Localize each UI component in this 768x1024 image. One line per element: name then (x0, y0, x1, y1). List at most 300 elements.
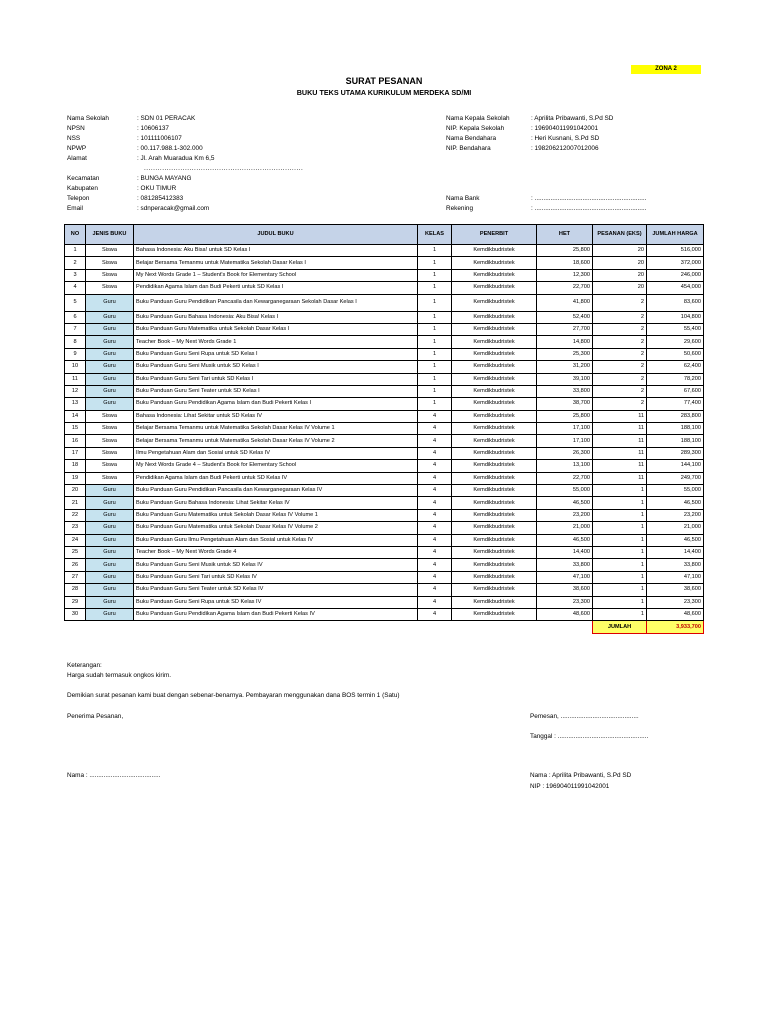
notes-line-2: Demikian surat pesanan kami buat dengan sebenar-benarnya. Pembayaran menggunakan dana BOS termin 1 (Satu) (67, 692, 400, 699)
kelas-cell: 4 (418, 410, 452, 422)
jumlah-cell: 50,600 (647, 348, 704, 360)
table-row (65, 571, 704, 583)
no-cell: 18 (65, 460, 86, 472)
penerbit-cell: Kemdikbudristek (452, 423, 537, 435)
jenis-cell: Guru (86, 596, 134, 608)
het-cell: 47,100 (537, 571, 593, 583)
judul-cell: Buku Panduan Guru Matematika untuk Sekolah Dasar Kelas IV Volume 2 (134, 522, 418, 534)
pesanan-cell: 1 (593, 509, 647, 521)
jenis-cell: Guru (86, 336, 134, 348)
table-row (65, 435, 704, 447)
jumlah-cell: 62,400 (647, 361, 704, 373)
total-row (65, 621, 704, 633)
penerbit-cell: Kemdikbudristek (452, 571, 537, 583)
kelas-cell: 4 (418, 546, 452, 558)
het-cell: 23,300 (537, 596, 593, 608)
pesanan-cell: 1 (593, 596, 647, 608)
kelas-cell: 1 (418, 361, 452, 373)
kepala-label: Nama Kepala Sekolah (446, 115, 510, 122)
no-cell: 29 (65, 596, 86, 608)
table-row (65, 447, 704, 459)
bendahara-label: Nama Bendahara (446, 135, 497, 142)
jumlah-cell: 21,000 (647, 522, 704, 534)
school-info (67, 114, 303, 214)
penerbit-cell: Kemdikbudristek (452, 472, 537, 484)
kecamatan-value: : BUNGA MAYANG (137, 175, 192, 182)
kelas-cell: 4 (418, 522, 452, 534)
penerima-pesanan: Penerima Pesanan, (67, 713, 124, 720)
alamat-label: Alamat (67, 155, 87, 162)
table-row (65, 348, 704, 360)
pesanan-cell: 11 (593, 447, 647, 459)
kelas-cell: 1 (418, 336, 452, 348)
jumlah-cell: 77,400 (647, 398, 704, 410)
jenis-cell: Guru (86, 522, 134, 534)
no-cell: 6 (65, 311, 86, 323)
penerbit-cell: Kemdikbudristek (452, 460, 537, 472)
het-cell: 14,800 (537, 336, 593, 348)
pesanan-cell: 2 (593, 361, 647, 373)
jenis-cell: Guru (86, 497, 134, 509)
no-cell: 10 (65, 361, 86, 373)
kepala-value: : Aprilita Pribawanti, S.Pd SD (531, 115, 614, 122)
pesanan-cell: 2 (593, 348, 647, 360)
het-cell: 31,200 (537, 361, 593, 373)
pesanan-cell: 1 (593, 559, 647, 571)
pesanan-cell: 2 (593, 398, 647, 410)
jenis-cell: Siswa (86, 257, 134, 269)
jumlah-cell: 55,400 (647, 323, 704, 335)
jenis-cell: Guru (86, 509, 134, 521)
no-cell: 14 (65, 410, 86, 422)
table-row (65, 584, 704, 596)
nip-kepala-value: : 196904011991042001 (531, 125, 599, 132)
notes-line-1: Harga sudah termasuk ongkos kirim. (67, 672, 172, 679)
column-header: HET (537, 225, 593, 245)
pesanan-cell: 1 (593, 485, 647, 497)
empty-cell (537, 621, 593, 633)
judul-cell: Teacher Book – My Next Words Grade 4 (134, 546, 418, 558)
no-cell: 23 (65, 522, 86, 534)
npwp-value: : 00.117.988.1-302.000 (137, 145, 203, 152)
total-value: 3,933,700 (647, 621, 704, 633)
penerbit-cell: Kemdikbudristek (452, 336, 537, 348)
alamat-dots: ...................................................................... (144, 165, 304, 172)
jenis-cell: Guru (86, 398, 134, 410)
notes-heading: Keterangan: (67, 662, 102, 669)
nip-bendahara-value: : 198206212007012006 (531, 145, 599, 152)
no-cell: 28 (65, 584, 86, 596)
judul-cell: Buku Panduan Guru Pendidikan Pancasila dan Kewarganegaraan Sekolah Dasar Kelas I (134, 294, 418, 311)
judul-cell: Bahasa Indonesia: Aku Bisa! untuk SD Kelas I (134, 245, 418, 257)
kelas-cell: 1 (418, 282, 452, 294)
penerbit-cell: Kemdikbudristek (452, 485, 537, 497)
het-cell: 25,800 (537, 410, 593, 422)
jumlah-cell: 48,600 (647, 608, 704, 620)
judul-cell: Buku Panduan Guru Seni Rupa untuk SD Kelas IV (134, 596, 418, 608)
pesanan-cell: 1 (593, 571, 647, 583)
judul-cell: Pendidikan Agama Islam dan Budi Pekerti untuk SD Kelas I (134, 282, 418, 294)
table-row (65, 497, 704, 509)
no-cell: 7 (65, 323, 86, 335)
jenis-cell: Guru (86, 385, 134, 397)
total-label: JUMLAH (593, 621, 647, 633)
rekening-label: Rekening (446, 205, 474, 212)
table-row (65, 245, 704, 257)
jenis-cell: Siswa (86, 460, 134, 472)
table-row (65, 546, 704, 558)
het-cell: 25,800 (537, 245, 593, 257)
kelas-cell: 4 (418, 485, 452, 497)
no-cell: 30 (65, 608, 86, 620)
no-cell: 20 (65, 485, 86, 497)
jumlah-cell: 67,600 (647, 385, 704, 397)
kelas-cell: 1 (418, 398, 452, 410)
penerbit-cell: Kemdikbudristek (452, 447, 537, 459)
kelas-cell: 1 (418, 294, 452, 311)
jenis-cell: Guru (86, 323, 134, 335)
het-cell: 38,600 (537, 584, 593, 596)
tanggal-line: Tanggal : ................................................... (530, 733, 649, 740)
pesanan-cell: 11 (593, 472, 647, 484)
kelas-cell: 1 (418, 311, 452, 323)
empty-cell (134, 621, 418, 633)
kelas-cell: 4 (418, 559, 452, 571)
no-cell: 4 (65, 282, 86, 294)
jenis-cell: Siswa (86, 472, 134, 484)
pesanan-cell: 20 (593, 245, 647, 257)
judul-cell: Buku Panduan Guru Seni Tari untuk SD Kelas IV (134, 571, 418, 583)
jumlah-cell: 47,100 (647, 571, 704, 583)
document-subtitle: BUKU TEKS UTAMA KURIKULUM MERDEKA SD/MI (296, 88, 472, 97)
table-row (65, 257, 704, 269)
pesanan-cell: 2 (593, 336, 647, 348)
kelas-cell: 4 (418, 509, 452, 521)
het-cell: 22,700 (537, 282, 593, 294)
kelas-cell: 4 (418, 584, 452, 596)
het-cell: 12,300 (537, 269, 593, 281)
column-header: PESANAN (EKS) (593, 225, 647, 245)
no-cell: 8 (65, 336, 86, 348)
judul-cell: Buku Panduan Guru Matematika untuk Sekolah Dasar Kelas I (134, 323, 418, 335)
judul-cell: Teacher Book – My Next Words Grade 1 (134, 336, 418, 348)
no-cell: 13 (65, 398, 86, 410)
judul-cell: Buku Panduan Guru Bahasa Indonesia: Aku Bisa! Kelas I (134, 311, 418, 323)
penerbit-cell: Kemdikbudristek (452, 546, 537, 558)
no-cell: 11 (65, 373, 86, 385)
kelas-cell: 4 (418, 497, 452, 509)
het-cell: 33,800 (537, 559, 593, 571)
no-cell: 16 (65, 435, 86, 447)
table-row (65, 373, 704, 385)
penerbit-cell: Kemdikbudristek (452, 361, 537, 373)
het-cell: 17,100 (537, 423, 593, 435)
table-row (65, 472, 704, 484)
het-cell: 18,600 (537, 257, 593, 269)
nama-penerima: Nama : ........................................ (67, 772, 161, 779)
penerbit-cell: Kemdikbudristek (452, 534, 537, 546)
jumlah-cell: 454,000 (647, 282, 704, 294)
penerbit-cell: Kemdikbudristek (452, 410, 537, 422)
pesanan-cell: 20 (593, 282, 647, 294)
no-cell: 25 (65, 546, 86, 558)
table-row (65, 269, 704, 281)
nip-bendahara-label: NIP. Bendahara (446, 145, 491, 152)
penerbit-cell: Kemdikbudristek (452, 509, 537, 521)
pesanan-cell: 2 (593, 373, 647, 385)
het-cell: 13,100 (537, 460, 593, 472)
table-row (65, 336, 704, 348)
judul-cell: Buku Panduan Guru Seni Musik untuk SD Kelas I (134, 361, 418, 373)
pesanan-cell: 11 (593, 460, 647, 472)
kelas-cell: 1 (418, 245, 452, 257)
column-header: JUDUL BUKU (134, 225, 418, 245)
jumlah-cell: 188,100 (647, 423, 704, 435)
table-row (65, 385, 704, 397)
table-row (65, 323, 704, 335)
het-cell: 39,100 (537, 373, 593, 385)
kelas-cell: 4 (418, 608, 452, 620)
pesanan-cell: 2 (593, 385, 647, 397)
empty-cell (418, 621, 452, 633)
jumlah-cell: 46,500 (647, 534, 704, 546)
jumlah-cell: 83,600 (647, 294, 704, 311)
empty-cell (86, 621, 134, 633)
table-header-row (65, 225, 704, 245)
jenis-cell: Siswa (86, 282, 134, 294)
het-cell: 22,700 (537, 472, 593, 484)
table-row (65, 485, 704, 497)
jenis-cell: Guru (86, 311, 134, 323)
pemesan-line: Pemesan, ............................................ (530, 713, 639, 720)
official-info (446, 114, 613, 154)
jumlah-cell: 372,000 (647, 257, 704, 269)
kelas-cell: 4 (418, 460, 452, 472)
kelas-cell: 1 (418, 385, 452, 397)
kelas-cell: 4 (418, 472, 452, 484)
jenis-cell: Guru (86, 348, 134, 360)
table-row (65, 608, 704, 620)
het-cell: 27,700 (537, 323, 593, 335)
table-row (65, 596, 704, 608)
penerbit-cell: Kemdikbudristek (452, 311, 537, 323)
het-cell: 52,400 (537, 311, 593, 323)
penerbit-cell: Kemdikbudristek (452, 497, 537, 509)
het-cell: 26,300 (537, 447, 593, 459)
judul-cell: My Next Words Grade 1 – Student's Book for Elementary School (134, 269, 418, 281)
table-row (65, 294, 704, 311)
jumlah-cell: 33,800 (647, 559, 704, 571)
kelas-cell: 4 (418, 423, 452, 435)
kelas-cell: 1 (418, 269, 452, 281)
pesanan-cell: 1 (593, 497, 647, 509)
nss-label: NSS (67, 135, 81, 142)
bank-value: : ............................................................... (531, 195, 647, 202)
kelas-cell: 1 (418, 348, 452, 360)
no-cell: 2 (65, 257, 86, 269)
jenis-cell: Guru (86, 559, 134, 571)
penerbit-cell: Kemdikbudristek (452, 373, 537, 385)
penerbit-cell: Kemdikbudristek (452, 596, 537, 608)
judul-cell: Ilmu Pengetahuan Alam dan Sosial untuk SD Kelas IV (134, 447, 418, 459)
jumlah-cell: 14,400 (647, 546, 704, 558)
jumlah-cell: 104,800 (647, 311, 704, 323)
pesanan-cell: 1 (593, 534, 647, 546)
column-header: KELAS (418, 225, 452, 245)
jenis-cell: Siswa (86, 269, 134, 281)
jumlah-cell: 23,300 (647, 596, 704, 608)
pesanan-cell: 11 (593, 435, 647, 447)
jenis-cell: Guru (86, 546, 134, 558)
judul-cell: Buku Panduan Guru Pendidikan Pancasila dan Kewarganegaraan Kelas IV (134, 485, 418, 497)
penerbit-cell: Kemdikbudristek (452, 245, 537, 257)
pesanan-cell: 2 (593, 294, 647, 311)
kelas-cell: 4 (418, 596, 452, 608)
judul-cell: My Next Words Grade 4 – Student's Book for Elementary School (134, 460, 418, 472)
npsn-label: NPSN (67, 125, 85, 132)
kelas-cell: 1 (418, 373, 452, 385)
column-header: JENIS BUKU (86, 225, 134, 245)
nama-sekolah-label: Nama Sekolah (67, 115, 109, 122)
table-row (65, 534, 704, 546)
jenis-cell: Guru (86, 361, 134, 373)
no-cell: 27 (65, 571, 86, 583)
table-row (65, 410, 704, 422)
pesanan-cell: 11 (593, 410, 647, 422)
table-row (65, 311, 704, 323)
rekening-value: : ............................................................... (531, 205, 647, 212)
jenis-cell: Guru (86, 294, 134, 311)
penerbit-cell: Kemdikbudristek (452, 559, 537, 571)
het-cell: 48,600 (537, 608, 593, 620)
judul-cell: Belajar Bersama Temanmu untuk Matematika Sekolah Dasar Kelas IV Volume 1 (134, 423, 418, 435)
telepon-value: : 081285412383 (137, 195, 184, 202)
penerbit-cell: Kemdikbudristek (452, 398, 537, 410)
het-cell: 21,000 (537, 522, 593, 534)
judul-cell: Buku Panduan Guru Bahasa Indonesia: Lihat Sekitar Kelas IV (134, 497, 418, 509)
het-cell: 25,300 (537, 348, 593, 360)
het-cell: 23,200 (537, 509, 593, 521)
jumlah-cell: 78,200 (647, 373, 704, 385)
penerbit-cell: Kemdikbudristek (452, 584, 537, 596)
penerbit-cell: Kemdikbudristek (452, 522, 537, 534)
het-cell: 17,100 (537, 435, 593, 447)
het-cell: 14,400 (537, 546, 593, 558)
het-cell: 38,700 (537, 398, 593, 410)
no-cell: 15 (65, 423, 86, 435)
jenis-cell: Guru (86, 584, 134, 596)
jumlah-cell: 188,100 (647, 435, 704, 447)
jumlah-cell: 516,000 (647, 245, 704, 257)
judul-cell: Buku Panduan Guru Seni Rupa untuk SD Kelas I (134, 348, 418, 360)
penerbit-cell: Kemdikbudristek (452, 269, 537, 281)
het-cell: 46,500 (537, 497, 593, 509)
nip-kepala-label: NIP. Kepala Sekolah (446, 125, 505, 132)
judul-cell: Buku Panduan Guru Seni Tari untuk SD Kelas I (134, 373, 418, 385)
column-header: JUMLAH HARGA (647, 225, 704, 245)
table-row (65, 398, 704, 410)
no-cell: 17 (65, 447, 86, 459)
kelas-cell: 1 (418, 323, 452, 335)
pesanan-cell: 2 (593, 311, 647, 323)
jenis-cell: Siswa (86, 423, 134, 435)
judul-cell: Buku Panduan Guru Pendidikan Agama Islam dan Budi Pekerti Kelas IV (134, 608, 418, 620)
empty-cell (65, 621, 86, 633)
judul-cell: Buku Panduan Guru Seni Teater untuk SD Kelas IV (134, 584, 418, 596)
pesanan-cell: 2 (593, 323, 647, 335)
kabupaten-value: : OKU TIMUR (137, 185, 177, 192)
jenis-cell: Guru (86, 373, 134, 385)
pesanan-cell: 11 (593, 423, 647, 435)
het-cell: 33,800 (537, 385, 593, 397)
document-title: SURAT PESANAN (345, 76, 423, 86)
kelas-cell: 4 (418, 447, 452, 459)
no-cell: 24 (65, 534, 86, 546)
jumlah-cell: 283,800 (647, 410, 704, 422)
kelas-cell: 4 (418, 534, 452, 546)
telepon-label: Telepon (67, 195, 90, 202)
jumlah-cell: 23,200 (647, 509, 704, 521)
judul-cell: Buku Panduan Guru Ilmu Pengetahuan Alam dan Sosial untuk Kelas IV (134, 534, 418, 546)
table-row (65, 282, 704, 294)
judul-cell: Bahasa Indonesia: Lihat Sekitar untuk SD Kelas IV (134, 410, 418, 422)
book-order-table (64, 224, 704, 634)
empty-cell (452, 621, 537, 633)
nss-value: : 101111006107 (137, 135, 182, 142)
no-cell: 3 (65, 269, 86, 281)
penerbit-cell: Kemdikbudristek (452, 282, 537, 294)
email-value: : sdnperacak@gmail.com (137, 205, 210, 212)
nama-pemesan: Nama : Aprilita Pribawanti, S.Pd SD (530, 772, 632, 779)
jenis-cell: Guru (86, 608, 134, 620)
table-row (65, 460, 704, 472)
no-cell: 12 (65, 385, 86, 397)
table-row (65, 361, 704, 373)
pesanan-cell: 1 (593, 584, 647, 596)
jenis-cell: Guru (86, 485, 134, 497)
jenis-cell: Guru (86, 534, 134, 546)
column-header: NO (65, 225, 86, 245)
npwp-label: NPWP (67, 145, 87, 152)
jenis-cell: Guru (86, 571, 134, 583)
jumlah-cell: 38,600 (647, 584, 704, 596)
kabupaten-label: Kabupaten (67, 185, 98, 192)
no-cell: 19 (65, 472, 86, 484)
het-cell: 55,000 (537, 485, 593, 497)
penerbit-cell: Kemdikbudristek (452, 323, 537, 335)
no-cell: 5 (65, 294, 86, 311)
no-cell: 26 (65, 559, 86, 571)
jenis-cell: Siswa (86, 435, 134, 447)
nip-pemesan: NIP : 196904011991042001 (530, 783, 610, 790)
bank-info (446, 194, 646, 214)
npsn-value: : 10606137 (137, 125, 169, 132)
jumlah-cell: 29,600 (647, 336, 704, 348)
no-cell: 1 (65, 245, 86, 257)
judul-cell: Belajar Bersama Temanmu untuk Matematika Sekolah Dasar Kelas I (134, 257, 418, 269)
nama-sekolah-value: : SDN 01 PERACAK (137, 115, 196, 122)
table-row (65, 522, 704, 534)
alamat-value: : Jl. Arah Muaradua Km 6,5 (137, 155, 215, 162)
penerbit-cell: Kemdikbudristek (452, 608, 537, 620)
penerbit-cell: Kemdikbudristek (452, 348, 537, 360)
jenis-cell: Siswa (86, 410, 134, 422)
bendahara-value: : Heri Kusnani, S.Pd SD (531, 135, 600, 142)
pesanan-cell: 20 (593, 269, 647, 281)
no-cell: 21 (65, 497, 86, 509)
no-cell: 22 (65, 509, 86, 521)
judul-cell: Pendidikan Agama Islam dan Budi Pekerti untuk SD Kelas IV (134, 472, 418, 484)
